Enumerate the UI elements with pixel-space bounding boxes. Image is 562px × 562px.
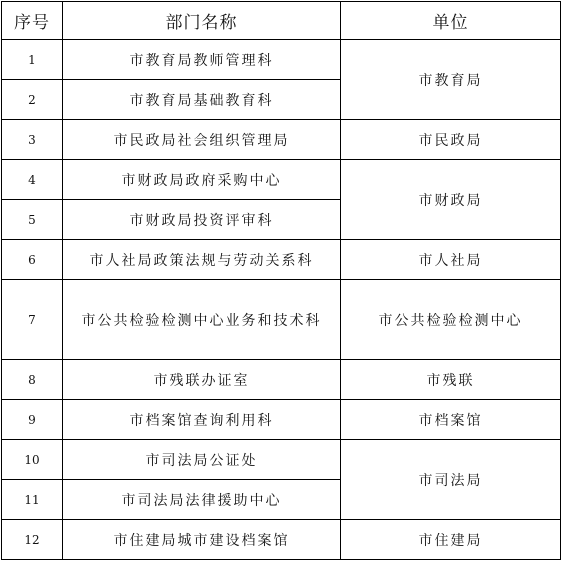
- header-dept: 部门名称: [63, 2, 341, 40]
- table-header-row: [2, 2, 561, 40]
- row-no: 6: [2, 240, 63, 280]
- row-dept: 市公共检验检测中心业务和技术科: [63, 280, 341, 360]
- row-no: 5: [2, 200, 63, 240]
- row-no: 8: [2, 360, 63, 400]
- row-dept: 市残联办证室: [63, 360, 341, 400]
- table-row: [2, 360, 561, 400]
- row-dept: 市教育局教师管理科: [63, 40, 341, 80]
- row-dept: 市住建局城市建设档案馆: [63, 520, 341, 560]
- row-dept: 市档案馆查询利用科: [63, 400, 341, 440]
- table-row: [2, 400, 561, 440]
- row-dept: 市司法局公证处: [63, 440, 341, 480]
- table-row: [2, 120, 561, 160]
- row-dept: 市财政局政府采购中心: [63, 160, 341, 200]
- row-dept: 市财政局投资评审科: [63, 200, 341, 240]
- row-unit: 市人社局: [341, 240, 561, 280]
- table-row: [2, 240, 561, 280]
- row-no: 10: [2, 440, 63, 480]
- table-row: [2, 440, 561, 480]
- table-row: [2, 160, 561, 200]
- row-unit: 市民政局: [341, 120, 561, 160]
- row-unit: 市公共检验检测中心: [341, 280, 561, 360]
- row-unit: 市住建局: [341, 520, 561, 560]
- row-no: 1: [2, 40, 63, 80]
- row-no: 3: [2, 120, 63, 160]
- row-no: 4: [2, 160, 63, 200]
- row-unit: 市财政局: [341, 160, 561, 240]
- row-no: 9: [2, 400, 63, 440]
- table-row: [2, 280, 561, 360]
- row-no: 7: [2, 280, 63, 360]
- row-unit: 市教育局: [341, 40, 561, 120]
- row-unit: 市档案馆: [341, 400, 561, 440]
- department-table: [1, 1, 561, 560]
- row-dept: 市人社局政策法规与劳动关系科: [63, 240, 341, 280]
- row-no: 2: [2, 80, 63, 120]
- row-dept: 市教育局基础教育科: [63, 80, 341, 120]
- header-no: 序号: [2, 2, 63, 40]
- row-no: 12: [2, 520, 63, 560]
- row-dept: 市司法局法律援助中心: [63, 480, 341, 520]
- row-unit: 市残联: [341, 360, 561, 400]
- row-no: 11: [2, 480, 63, 520]
- header-unit: 单位: [341, 2, 561, 40]
- table-row: [2, 40, 561, 80]
- row-dept: 市民政局社会组织管理局: [63, 120, 341, 160]
- row-unit: 市司法局: [341, 440, 561, 520]
- table-row: [2, 520, 561, 560]
